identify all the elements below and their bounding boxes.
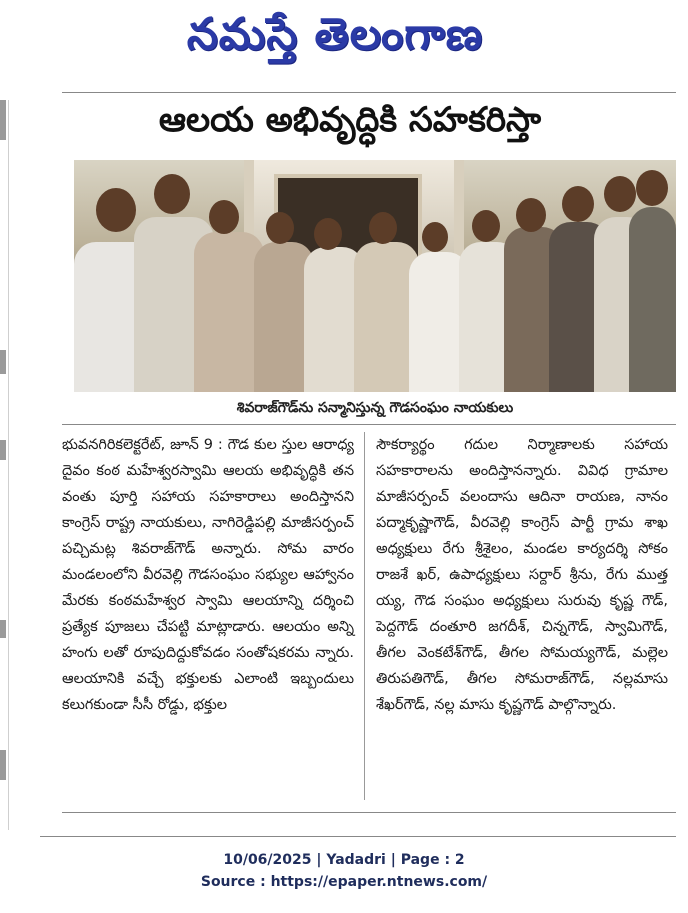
article-text-right: సౌకర్యార్థం గదుల నిర్మాణాలకు సహాయ సహకారాలను అందిస్తానన్నారు. వివిధ గ్రామాల మాజీసర్పంచ్ వలందాసు ఆదినా రాయణ, నానం పద్మాకృష్ణాగౌడ్, వీరవెల్లి కాంగ్రెస్ పార్టీ గ్రామ శాఖ అధ్యక్షులు రేగు శ్రీశైలం, మండల కార్యదర్శి సోకం రాజశే ఖర్, ఉపాధ్యక్షులు సర్దార్ శ్రీను, రేగు ముత్త య్య, గౌడ సంఘం అధ్యక్షులు సురువు కృష్ణ గౌడ్, పెద్దగౌడ్ దంతూరి జగదీశ్, చిన్నగౌడ్, స్వామిగౌడ్, తీగల వెంకటేశ్‌గౌడ్, తీగల సోమయ్యగౌడ్, మల్లెల తిరుపతిగౌడ్, తీగల సోమరాజ్‌గౌడ్, నల్లమాసు శేఖర్‌గౌడ్, నల్ల మాసు కృష్ణగౌడ్ పాల్గొన్నారు. [376, 437, 668, 713]
top-rule [62, 92, 676, 93]
masthead-logo: నమస్తే తెలంగాణ [186, 9, 484, 60]
edition-info: 10/06/2025 | Yadadri | Page : 2 [223, 852, 465, 868]
article-headline: ఆలయ అభివృద్ధికి సహకరిస్తా [158, 100, 542, 140]
article-column-right [376, 432, 668, 718]
article-column-left [62, 432, 354, 718]
photo-caption: శివరాజ్‌గౌడ్‌ను సన్మానిస్తున్న గౌడసంఘం నాయకులు [236, 399, 514, 416]
article-text-left: భువనగిరికలెక్టరేట్, జూన్ 9 : గౌడ కుల స్తుల ఆరాధ్య దైవం కంఠ మహేశ్వరస్వామి ఆలయ అభివృద్ధికి తన వంతు పూర్తి సహాయ సహకారాలు అందిస్తానని కాంగ్రెస్ రాష్ట్ర నాయకులు, నాగిరెడ్డిపల్లి మాజీసర్పంచ్ పచ్చిమట్ల శివరాజ్‌గౌడ్ అన్నారు. సోమ వారం మండలంలోని వీరవెల్లి గౌడసంఘం సభ్యుల ఆహ్వానం మేరకు కంఠమహేశ్వర స్వామి ఆలయాన్ని దర్శించి ప్రత్యేక పూజలు చేపట్టి మాట్లాడారు. ఆలయం అన్ని హంగు లతో రూపుదిద్దుకోవడం సంతోషకరమ న్నారు. ఆలయానికి వచ్చే భక్తులకు ఎలాంటి ఇబ్బందులు కలుగకుండా సీసీ రోడ్డు, భక్తుల [62, 437, 354, 713]
column-divider [364, 432, 365, 800]
source-link[interactable]: Source : https://epaper.ntnews.com/ [200, 874, 488, 890]
caption-rule [62, 424, 676, 425]
page-bottom-rule [40, 836, 676, 837]
adjacent-page-edge [0, 100, 9, 830]
bottom-rule [62, 812, 676, 813]
next-headline-cutoff [180, 818, 520, 832]
article-photo [74, 160, 676, 392]
